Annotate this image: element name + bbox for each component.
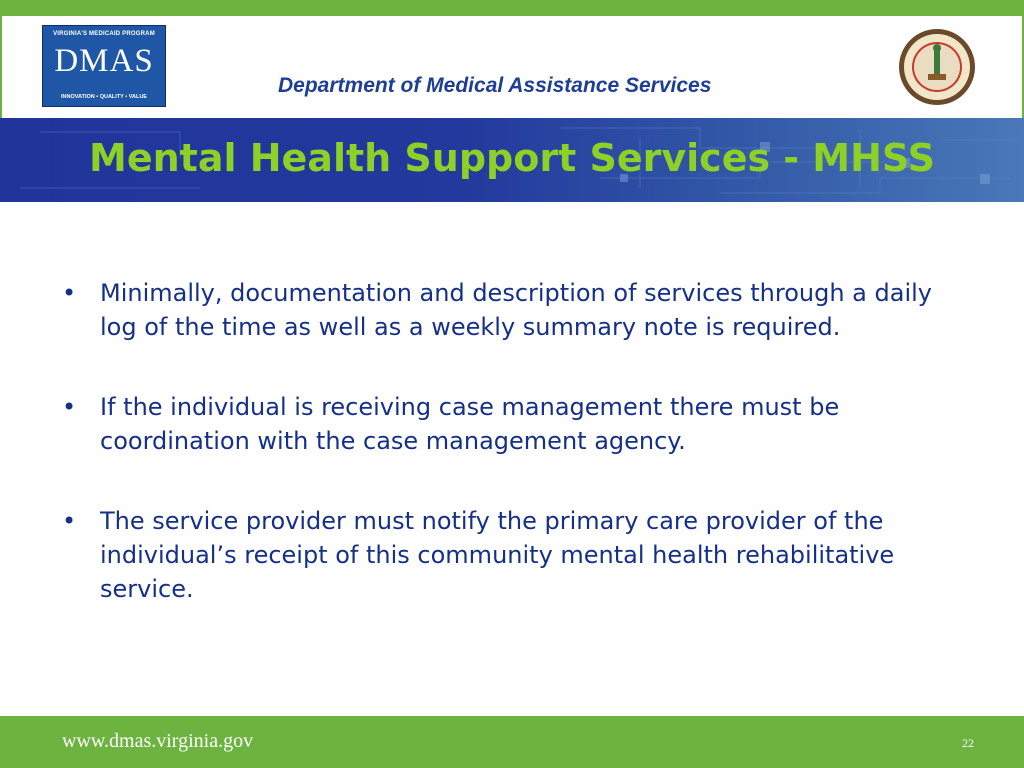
bullet-item: [62, 504, 962, 606]
agency-name: Department of Medical Assistance Services: [278, 74, 712, 97]
bullet-text: Minimally, documentation and description of services through a daily log of the time as well as a weekly summary note is required.: [100, 279, 932, 341]
top-accent-bar: [0, 0, 1024, 16]
bullet-text: The service provider must notify the primary care provider of the individual’s receipt of this community mental health rehabilitative service.: [100, 507, 895, 603]
bullet-dot: •: [62, 393, 77, 421]
virginia-state-seal-icon: [898, 28, 976, 106]
bullet-item: [62, 276, 962, 344]
bullet-dot: •: [62, 507, 77, 535]
logo-top-text: VIRGINIA'S MEDICAID PROGRAM: [53, 31, 155, 37]
bullet-dot: •: [62, 279, 77, 307]
slide-title: Mental Health Support Services - MHSS: [89, 136, 935, 180]
footer-url-link[interactable]: www.dmas.virginia.gov: [62, 730, 254, 752]
logo-tagline: INNOVATION • QUALITY • VALUE: [61, 94, 147, 100]
bullet-item: [62, 390, 962, 458]
bullet-list: [62, 276, 962, 652]
dmas-logo: [42, 25, 166, 107]
slide-footer: [0, 716, 1024, 768]
bullet-text: If the individual is receiving case management there must be coordination with the case management agency.: [100, 393, 840, 455]
logo-mark: DMAS: [54, 43, 154, 79]
slide-header: [0, 16, 1024, 118]
page-number: 22: [962, 736, 974, 750]
title-band: [0, 118, 1024, 202]
